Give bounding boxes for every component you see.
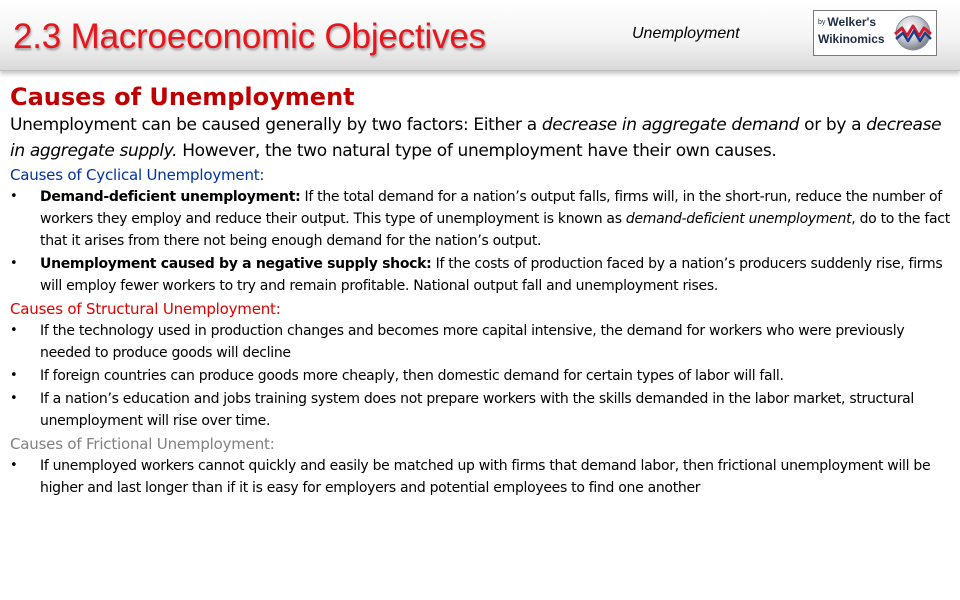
intro-emphasis-2: decrease in aggregate supply. — [10, 115, 942, 161]
bullet: • — [10, 458, 18, 473]
structural-heading: Causes of Structural Unemployment: — [10, 300, 281, 318]
slide-content — [10, 83, 952, 500]
page-heading: Causes of Unemployment — [10, 83, 355, 111]
item-text: If the technology used in production changes and becomes more capital intensive, the demand for workers who were previously needed to produce goods will decline — [40, 323, 905, 361]
wikinomics-logo-icon — [893, 14, 933, 52]
intro-emphasis-1: decrease in aggregate demand — [541, 115, 800, 135]
cyclical-list — [10, 186, 952, 297]
frictional-heading: Causes of Frictional Unemployment: — [10, 435, 275, 453]
item-bold: Demand-deficient unemployment: — [40, 189, 301, 205]
logo-by: by — [818, 19, 826, 27]
intro-text-3: However, the two natural type of unemployment have their own causes. — [177, 141, 777, 161]
structural-list — [10, 320, 952, 432]
intro-paragraph — [10, 112, 952, 164]
item-emphasis: demand-deficient unemployment — [625, 211, 852, 227]
list-item — [10, 455, 952, 499]
bullet: • — [10, 368, 18, 383]
welkers-wikinomics-logo — [813, 10, 937, 56]
intro-text-1: Unemployment can be caused generally by two factors: Either a — [10, 115, 542, 135]
item-text: If the costs of production faced by a nation’s producers suddenly rise, firms will employ fewer workers to try and remain profitable. National output fall and unemployment rises. — [40, 256, 943, 294]
item-text: , do to the fact that it arises from there not being enough demand for the nation’s output. — [40, 211, 950, 249]
item-text: If the total demand for a nation’s output falls, firms will, in the short-run, reduce the number of workers they employ and reduce their output. This type of unemployment is known as — [40, 189, 942, 227]
topic-label: Unemployment — [632, 25, 740, 42]
frictional-list — [10, 455, 952, 499]
cyclical-heading: Causes of Cyclical Unemployment: — [10, 166, 265, 184]
slide-header — [0, 0, 960, 71]
intro-text-2: or by a — [799, 115, 867, 135]
bullet: • — [10, 323, 18, 338]
slide-title: 2.3 Macroeconomic Objectives — [13, 17, 486, 56]
list-item — [10, 186, 952, 252]
list-item — [10, 388, 952, 432]
item-text: If foreign countries can produce goods more cheaply, then domestic demand for certain types of labor will fall. — [40, 368, 784, 384]
bullet: • — [10, 391, 18, 406]
item-bold: Unemployment caused by a negative supply shock: — [40, 256, 432, 272]
bullet: • — [10, 189, 18, 204]
item-text: If a nation’s education and jobs training system does not prepare workers with the skills demanded in the labor market, structural unemployment will rise over time. — [40, 391, 915, 429]
item-text: If unemployed workers cannot quickly and easily be matched up with firms that demand labor, then frictional unemployment will be higher and last longer than if it is easy for employers and potential employees to find one another — [40, 458, 931, 496]
logo-line2: Wikinomics — [818, 32, 885, 47]
logo-text — [818, 15, 892, 48]
list-item — [10, 365, 952, 387]
list-item — [10, 320, 952, 364]
logo-line1: Welker's — [827, 15, 877, 29]
list-item — [10, 253, 952, 297]
bullet: • — [10, 256, 18, 271]
